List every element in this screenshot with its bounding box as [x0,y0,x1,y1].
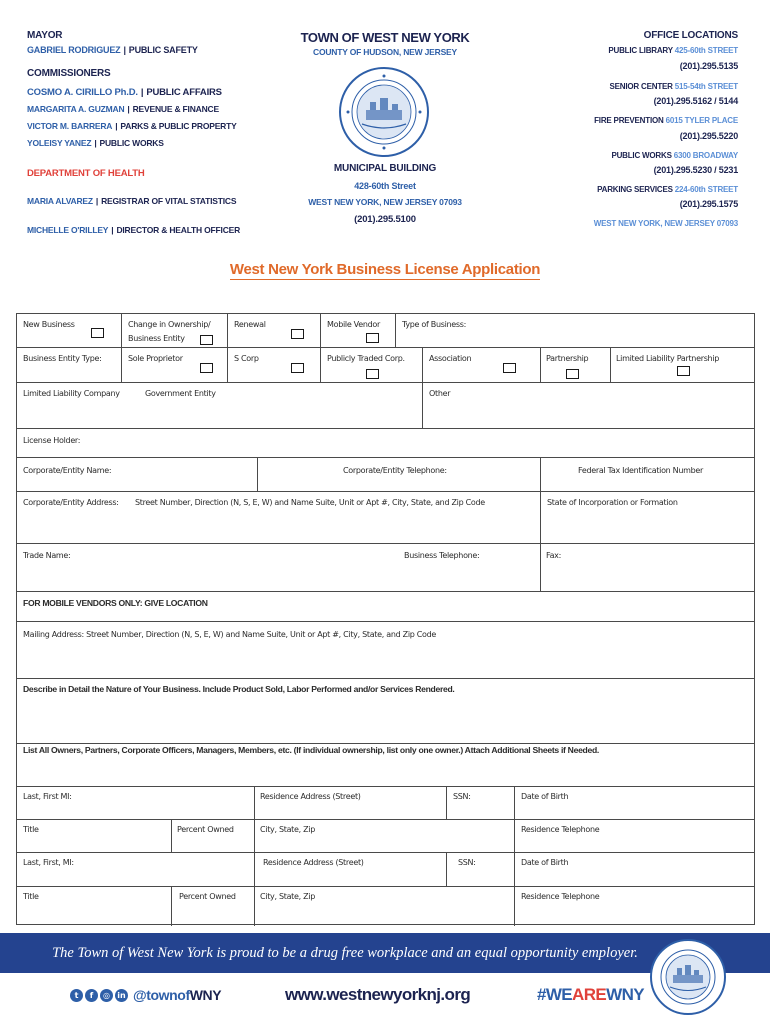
owner-1-phone-label: Residence Telephone [521,825,600,834]
list-owners-label: List All Owners, Partners, Corporate Officers, Managers, Members, etc. (If individual ownership, list only one owner.) Attach Additional Sheets if Needed. [23,745,600,755]
sole-proprietor-checkbox[interactable] [200,363,213,373]
partnership-checkbox[interactable] [566,369,579,379]
row-divider [17,457,754,458]
owner-2-name-label: Last, First, MI: [23,858,74,867]
describe-business-label: Describe in Detail the Nature of Your Business. Include Product Sold, Labor Performed and/or Services Rendered. [23,684,455,694]
separator: | [111,225,114,235]
office-fire-prevention [594,116,738,125]
publicly-traded-label: Publicly Traded Corp. [327,354,405,363]
office-public-works-phone: (201).295.5230 / 5231 [653,165,738,175]
office-senior-phone: (201).295.5162 / 5144 [653,96,738,106]
mobile-vendors-heading: FOR MOBILE VENDORS ONLY: GIVE LOCATION [23,598,208,608]
col-divider [540,347,541,382]
other-label: Other [429,389,451,398]
change-ownership-checkbox[interactable] [200,335,213,345]
col-divider [121,347,122,382]
renewal-label: Renewal [234,320,266,329]
owner-2-city-label: City, State, Zip [260,892,316,901]
owner-1-residence-label: Residence Address (Street) [260,792,361,801]
owner-1-dob-label: Date of Birth [521,792,569,801]
office-name: PUBLIC LIBRARY [608,46,673,55]
office-name: FIRE PREVENTION [594,116,664,125]
entity-name-label: Corporate/Entity Name: [23,466,112,475]
office-name: PUBLIC WORKS [611,151,672,160]
commissioner-role: PARKS & PUBLIC PROPERTY [120,121,237,131]
col-divider [320,314,321,347]
owner-2-percent-label: Percent Owned [179,892,236,901]
commissioner-2 [27,104,219,114]
mayor-role: PUBLIC SAFETY [128,45,198,55]
linkedin-icon[interactable]: in [115,989,128,1002]
office-senior-center [610,82,738,91]
government-entity-label: Government Entity [145,389,216,398]
col-divider [422,382,423,428]
office-address: 425-60th STREET [674,46,738,55]
separator: | [140,87,144,98]
col-divider [227,314,228,347]
owner-2-dob-label: Date of Birth [521,858,569,867]
owner-1-title-label: Title [23,825,39,834]
llp-checkbox[interactable] [677,366,690,376]
partnership-label: Partnership [546,354,589,363]
col-divider [320,347,321,382]
office-library-phone: (201).295.5135 [679,61,738,71]
s-corp-label: S Corp [234,354,259,363]
office-address: 224-60th STREET [674,185,738,194]
office-parking [597,185,738,194]
owner-1-percent-label: Percent Owned [177,825,234,834]
col-divider [610,347,611,382]
office-name: PARKING SERVICES [597,185,673,194]
change-ownership-label-2: Business Entity [128,334,185,343]
row-divider [17,678,754,679]
col-divider [171,819,172,852]
office-fire-phone: (201).295.5220 [679,131,738,141]
separator: | [115,121,118,131]
separator: | [94,138,97,148]
building-city: WEST NEW YORK, NEW JERSEY 07093 [308,197,462,207]
license-holder-label: License Holder: [23,436,81,445]
handle-suffix: WNY [189,987,222,1003]
change-ownership-label-1: Change in Ownership/ [128,320,211,329]
office-public-works [611,151,738,160]
commissioners-heading: COMMISSIONERS [27,68,111,79]
row-divider [17,743,754,744]
row-divider [17,491,754,492]
office-parking-phone: (201).295.1575 [679,199,738,209]
staff-role: DIRECTOR & HEALTH OFFICER [116,225,241,235]
commissioner-4 [27,138,164,148]
col-divider [121,314,122,347]
office-city: WEST NEW YORK, NEW JERSEY 07093 [593,219,738,228]
county-name: COUNTY OF HUDSON, NEW JERSEY [313,47,457,57]
commissioner-name: COSMO A. CIRILLO Ph.D. [27,87,138,98]
col-divider [422,347,423,382]
building-street: 428-60th Street [354,181,416,191]
office-address: 515-54th STREET [674,82,738,91]
row-divider [17,819,754,820]
col-divider [254,786,255,926]
dept-health-heading: DEPARTMENT OF HEALTH [27,168,145,179]
entity-type-label: Business Entity Type: [23,354,102,363]
facebook-icon[interactable]: f [85,989,98,1002]
owner-1-name-label: Last, First MI: [23,792,72,801]
hashtag-highlight: ARE [572,985,607,1004]
office-address: 6300 BROADWAY [673,151,738,160]
col-divider [446,852,447,886]
building-heading: MUNICIPAL BUILDING [333,163,437,174]
business-telephone-label: Business Telephone: [404,551,480,560]
separator: | [123,45,126,55]
col-divider [514,786,515,926]
association-label: Association [429,354,472,363]
application-form [16,313,755,925]
owner-2-phone-label: Residence Telephone [521,892,600,901]
commissioner-role: PUBLIC AFFAIRS [146,87,222,98]
state-incorporation-label: State of Incorporation or Formation [547,498,678,507]
commissioner-3 [27,121,237,131]
col-divider [540,543,541,591]
renewal-checkbox[interactable] [291,329,304,339]
llp-label: Limited Liability Partnership [616,354,720,363]
row-divider [17,591,754,592]
commissioner-name: MARGARITA A. GUZMAN [27,104,125,114]
social-links [70,986,221,1004]
entity-telephone-label: Corporate/Entity Telephone: [343,466,447,475]
row-divider [17,382,754,383]
row-divider [17,852,754,853]
col-divider [540,457,541,491]
entity-address-hint: Street Number, Direction (N, S, E, W) and Name Suite, Unit or Apt #, City, State, and Zip Code [135,498,485,507]
owner-1-city-label: City, State, Zip [260,825,316,834]
row-divider [17,543,754,544]
row-divider [17,786,754,787]
col-divider [540,491,541,543]
commissioner-1 [27,87,222,98]
row-divider [17,886,754,887]
instagram-icon[interactable]: ◎ [100,989,113,1002]
office-name: SENIOR CENTER [609,82,673,91]
dept-staff-2 [27,225,240,235]
col-divider [446,786,447,819]
federal-tax-id-label: Federal Tax Identification Number [578,466,704,475]
col-divider [171,886,172,926]
hashtag-prefix: #WE [537,985,573,1004]
form-title-text: West New York Business License Application [229,261,541,278]
row-divider [17,621,754,622]
social-handle[interactable] [133,987,221,1003]
type-of-business-label: Type of Business: [402,320,467,329]
llc-label: Limited Liability Company [23,389,120,398]
commissioner-role: PUBLIC WORKS [99,138,164,148]
publicly-traded-checkbox[interactable] [366,369,379,379]
owner-1-ssn-label: SSN: [453,792,471,801]
staff-name: MARIA ALVAREZ [27,196,93,206]
office-address: 6015 TYLER PLACE [665,116,738,125]
commissioner-name: VICTOR M. BARRERA [27,121,113,131]
col-divider [257,457,258,491]
office-library [608,46,738,55]
separator: | [127,104,130,114]
mayor-heading: MAYOR [27,30,63,41]
owner-2-residence-label: Residence Address (Street) [263,858,364,867]
mobile-vendor-checkbox[interactable] [366,333,379,343]
commissioner-name: YOLEISY YANEZ [27,138,92,148]
sole-proprietor-label: Sole Proprietor [128,354,183,363]
separator: | [95,196,99,206]
trade-name-label: Trade Name: [23,551,71,560]
hashtag [537,985,644,1005]
s-corp-checkbox[interactable] [291,363,304,373]
new-business-label: New Business [23,320,75,329]
row-divider [17,428,754,429]
town-title: TOWN OF WEST NEW YORK [300,30,470,45]
twitter-icon[interactable]: t [70,989,83,1002]
mobile-vendor-label: Mobile Vendor [327,320,380,329]
fax-label: Fax: [546,551,561,560]
entity-address-label: Corporate/Entity Address: [23,498,119,507]
owner-2-ssn-label: SSN: [458,858,476,867]
form-title [0,261,770,278]
seal-icon [650,939,726,1015]
owner-2-title-label: Title [23,892,39,901]
seal-icon [338,66,430,158]
col-divider [395,314,396,347]
footer-statement: The Town of West New York is proud to be a drug free workplace and an equal opportunity employer. [52,945,638,961]
col-divider [227,347,228,382]
hashtag-suffix: WNY [606,985,645,1004]
association-checkbox[interactable] [503,363,516,373]
new-business-checkbox[interactable] [91,328,104,338]
handle-prefix: @townof [133,987,190,1003]
row-divider [17,347,754,348]
staff-role: REGISTRAR OF VITAL STATISTICS [101,196,237,206]
staff-name: MICHELLE O'RILLEY [27,225,109,235]
mailing-address-label: Mailing Address: Street Number, Direction (N, S, E, W) and Name Suite, Unit or Apt #, City, State, and Zip Code [23,630,437,639]
office-locations-heading: OFFICE LOCATIONS [643,30,738,41]
website-link[interactable]: www.westnewyorknj.org [285,985,471,1004]
building-phone: (201).295.5100 [354,214,416,225]
mayor-name: GABRIEL RODRIGUEZ [27,45,121,55]
commissioner-role: REVENUE & FINANCE [132,104,219,114]
